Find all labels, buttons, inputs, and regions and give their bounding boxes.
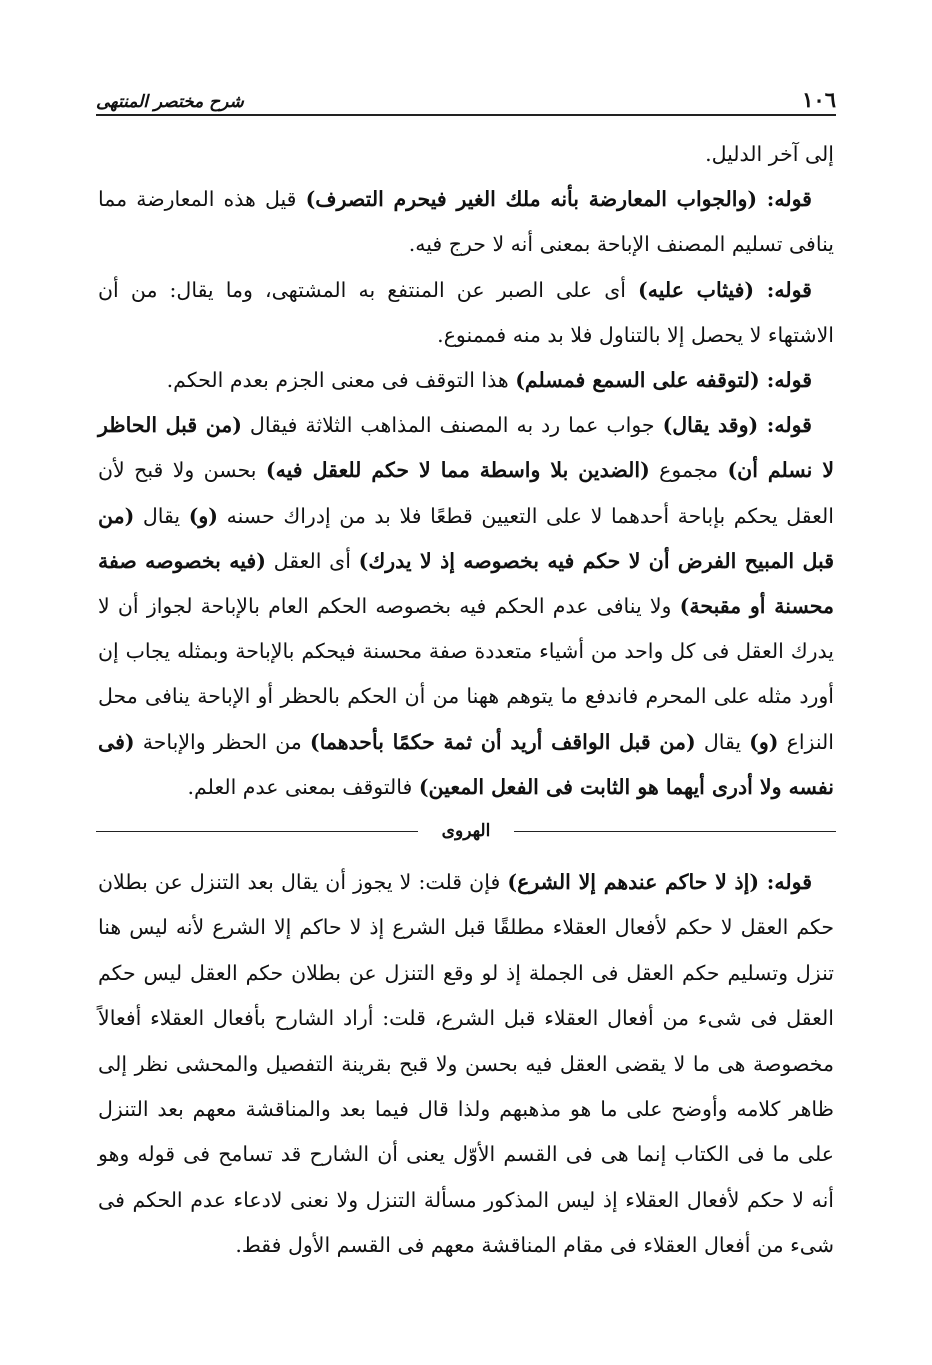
quoted-text: (من قبل المبيح الفرض أن لا حكم فيه بخصوصه إذ لا يدرك) bbox=[98, 503, 834, 573]
header-rule bbox=[96, 114, 836, 116]
paragraph-text: يقال bbox=[695, 729, 750, 754]
quoted-text: (لتوقفه على السمع فمسلم) bbox=[515, 368, 760, 393]
page-header bbox=[96, 78, 836, 112]
section-divider bbox=[96, 816, 836, 846]
lead-word: قوله: bbox=[757, 187, 812, 212]
paragraph bbox=[98, 860, 834, 1269]
paragraph-text: قيل هذه المعارضة مما ينافى تسليم المصنف الإباحة بمعنى أنه لا حرج فيه. bbox=[98, 187, 834, 257]
paragraph-text: إلى آخر الدليل. bbox=[705, 142, 834, 166]
paragraph-text: فإن قلت: لا يجوز أن يقال بعد التنزل عن بطلان حكم العقل لا حكم لأفعال العقلاء مطلقًا قبل الشرع إذ لا حاكم إلا الشرع لأنه ليس هنا تنزل وتسليم حكم العقل فى الجملة إذ لو وقع التنزل عن بطلان حكم العقل ليس حكم العقل فى شىء من أفعال العقلاء قبل الشرع، قلت: أراد الشارح بأفعال العقلاء أفعالاً مخصوصة هى ما لا يقضى العقل فيه بحسن ولا قبح بقرينة التفصيل والمحشى نظر إلى ظاهر كلامه وأوضح على ما هو مذهبهم ولذا قال فيما بعد والمناقشة معهم بعد التنزل على ما فى الكتاب إنما هى فى القسم الأوّل يعنى أن الشارح قد تسامح فى قوله وهو أنه لا حكم لأفعال العقلاء إذ ليس المذكور مسألة التنزل ولا نعنى لادعاء عدم الحكم فى شىء من أفعال العقلاء فى مقام المناقشة معهم فى القسم الأول فقط. bbox=[98, 870, 834, 1258]
quoted-text: (و) bbox=[749, 729, 779, 754]
paragraph-text: جواب عما رد به المصنف المذاهب الثلاثة فيقال bbox=[241, 413, 663, 438]
quoted-text: (إذ لا حاكم عندهم إلا الشرع) bbox=[507, 870, 760, 894]
paragraph bbox=[98, 268, 834, 358]
lead-word: قوله: bbox=[759, 870, 812, 894]
quoted-text: (فيه بخصوصه صفة محسنة أو مقبحة) bbox=[98, 548, 834, 619]
lead-word: قوله: bbox=[759, 368, 812, 393]
paragraph bbox=[98, 358, 834, 403]
quoted-text: (الضدين بلا واسطة مما لا حكم للعقل فيه) bbox=[265, 458, 650, 483]
quoted-text: (من قبل الواقف أريد أن ثمة حكمًا بأحدهما) bbox=[309, 729, 696, 754]
paragraph-text: فالتوقف بمعنى عدم العلم. bbox=[187, 774, 419, 799]
divider-label: الهروى bbox=[441, 821, 491, 841]
divider-line bbox=[96, 831, 418, 832]
quoted-text: (من قبل الحاظر لا نسلم أن) bbox=[98, 413, 835, 483]
paragraph-text: بحسن ولا قبح لأن العقل يحكم بإباحة أحدهما لا على التعيين قطعًا فلا بد من إدراك حسنه bbox=[98, 458, 835, 528]
paragraph bbox=[98, 177, 834, 267]
quoted-text: (فيثاب عليه) bbox=[638, 277, 755, 302]
quoted-text: (و) bbox=[188, 503, 219, 528]
lead-word: قوله: bbox=[754, 277, 812, 302]
quoted-text: (والجواب المعارضة بأنه ملك الغير فيحرم التصرف) bbox=[305, 187, 758, 212]
paragraph-text: أى على الصبر عن المنتفع به المشتهى، وما يقال: من أن الاشتهاء لا يحصل إلا بالتناول فلا بد منه فممنوع. bbox=[98, 277, 834, 347]
page-number: ١٠٦ bbox=[802, 87, 836, 112]
paragraph bbox=[98, 403, 834, 810]
paragraph-text: مجموع bbox=[649, 458, 728, 483]
commentary-text bbox=[98, 860, 834, 1269]
running-title: شرح مختصر المنتهى bbox=[96, 92, 244, 112]
quoted-text: (فى نفسه ولا أدرى أيهما هو الثابت فى الفعل المعين) bbox=[98, 729, 834, 799]
paragraph-text: من الحظر والإباحة bbox=[134, 729, 310, 754]
paragraph-text: هذا التوقف فى معنى الجزم بعدم الحكم. bbox=[166, 368, 516, 393]
paragraph-text: ولا ينافى عدم الحكم فيه بخصوصه الحكم العام بالإباحة لجواز أن لا يدرك العقل فى كل واحد من أشياء متعددة صفة محسنة فيحكم بالإباحة وبمثله يجاب إن أورد مثله على المحرم فاندفع ما يتوهم ههنا من أن الحكم بالحظر أو الإباحة ينافى محل النزاع bbox=[98, 594, 834, 754]
lead-word: قوله: bbox=[758, 413, 812, 438]
paragraph-text: أى العقل bbox=[265, 548, 359, 573]
quoted-text: (وقد يقال) bbox=[662, 413, 759, 438]
divider-line bbox=[514, 831, 836, 832]
paragraph-text: يقال bbox=[134, 503, 189, 528]
main-text bbox=[98, 132, 834, 810]
paragraph bbox=[98, 132, 834, 177]
